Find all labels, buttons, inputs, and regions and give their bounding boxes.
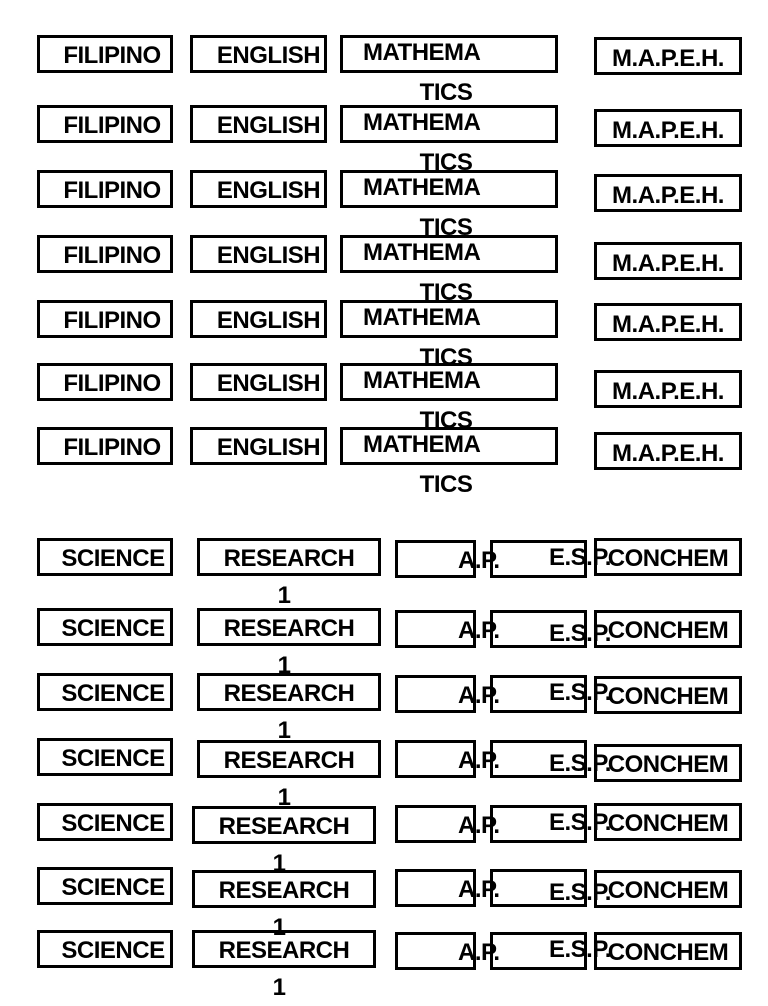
conchem-label [594,803,742,841]
research-label [197,740,381,811]
mathematics-label-text: MATHEMA [363,39,481,66]
conchem-label-text: CONCHEM [607,617,729,644]
filipino-label-text: FILIPINO [63,370,161,397]
science-label [37,803,173,841]
research-label [197,608,381,679]
mapeh-label-text: M.A.P.E.H. [612,250,724,277]
research-label-text: RESEARCH [223,545,355,572]
english-label-text: ENGLISH [216,242,321,269]
english-label [190,235,327,273]
research-label [192,930,376,1001]
mapeh-label-text: M.A.P.E.H. [612,378,724,405]
mapeh-label-text: M.A.P.E.H. [612,117,724,144]
conchem-label [594,932,742,970]
filipino-label [37,427,173,465]
science-label [37,608,173,646]
research-label [197,673,381,744]
science-label [37,538,173,576]
filipino-label-text: FILIPINO [63,112,161,139]
ap-label [395,932,500,970]
ap-label-text: A.P. [458,876,500,903]
mathematics-label [340,170,558,241]
science-label-text: SCIENCE [61,615,165,642]
ap-label-text: A.P. [458,812,500,839]
english-label [190,427,327,465]
esp-label [490,932,611,970]
esp-label-text: E.S.P. [549,620,611,647]
science-label-text: SCIENCE [61,937,165,964]
ap-label [395,675,500,713]
mapeh-label-text: M.A.P.E.H. [612,182,724,209]
mapeh-label [594,432,742,470]
research-label-text: RESEARCH [218,813,350,840]
conchem-label-text: CONCHEM [607,683,729,710]
research-label-text: RESEARCH [223,747,355,774]
mapeh-label [594,242,742,280]
conchem-label-text: CONCHEM [607,939,729,966]
science-label-text: SCIENCE [61,874,165,901]
mathematics-label-text-line2: TICS [419,79,473,106]
research-label-text: RESEARCH [223,615,355,642]
filipino-label [37,300,173,338]
mathematics-label-text-line2: TICS [419,471,473,498]
filipino-label-text: FILIPINO [63,434,161,461]
mathematics-label-text-line2: TICS [419,279,473,306]
mathematics-label-text: MATHEMA [363,304,481,331]
mathematics-label-text-line2: TICS [419,344,473,371]
filipino-label-text: FILIPINO [63,177,161,204]
mathematics-label [340,105,558,176]
esp-label-text: E.S.P. [549,879,611,906]
mapeh-label-text: M.A.P.E.H. [612,311,724,338]
ap-label-text: A.P. [458,747,500,774]
science-label [37,867,173,905]
esp-label [490,675,611,713]
ap-label [395,869,500,907]
esp-label-text: E.S.P. [549,809,611,836]
english-label-text: ENGLISH [216,370,321,397]
conchem-label-text: CONCHEM [607,877,729,904]
research-label-text: RESEARCH [218,937,350,964]
mapeh-label-text: M.A.P.E.H. [612,440,724,467]
ap-label [395,740,500,778]
mathematics-label-text: MATHEMA [363,239,481,266]
conchem-label-text: CONCHEM [607,810,729,837]
esp-label [490,740,611,778]
filipino-label-text: FILIPINO [63,242,161,269]
ap-label-text: A.P. [458,547,500,574]
english-label [190,105,327,143]
mathematics-label-text-line2: TICS [419,149,473,176]
filipino-label [37,170,173,208]
mathematics-label-text-line2: TICS [419,407,473,434]
science-label-text: SCIENCE [61,810,165,837]
ap-label-text: A.P. [458,939,500,966]
mathematics-label-text: MATHEMA [363,174,481,201]
mapeh-label [594,174,742,212]
english-label-text: ENGLISH [216,112,321,139]
research-label-text-line2: 1 [272,974,286,1001]
esp-label [490,610,611,648]
english-label-text: ENGLISH [216,42,321,69]
research-label-text-line2: 1 [277,652,291,679]
conchem-label [594,870,742,908]
esp-label [490,540,611,578]
mathematics-label [340,235,558,306]
esp-label [490,869,611,907]
filipino-label [37,105,173,143]
english-label [190,170,327,208]
conchem-label [594,538,742,576]
english-label-text: ENGLISH [216,177,321,204]
science-label [37,738,173,776]
mapeh-label-text: M.A.P.E.H. [612,45,724,72]
esp-label-text: E.S.P. [549,750,611,777]
mathematics-label-text-line2: TICS [419,214,473,241]
research-label [192,806,376,877]
ap-label-text: A.P. [458,617,500,644]
science-label [37,673,173,711]
mathematics-label [340,35,558,106]
ap-label [395,540,500,578]
science-label-text: SCIENCE [61,680,165,707]
esp-label-text: E.S.P. [549,679,611,706]
esp-label-text: E.S.P. [549,544,611,571]
research-label-text-line2: 1 [277,582,291,609]
conchem-label [594,610,742,648]
english-label [190,300,327,338]
mapeh-label [594,303,742,341]
filipino-label-text: FILIPINO [63,307,161,334]
esp-label [490,805,611,843]
science-label-text: SCIENCE [61,745,165,772]
filipino-label [37,235,173,273]
conchem-label [594,676,742,714]
conchem-label [594,744,742,782]
english-label-text: ENGLISH [216,307,321,334]
science-label-text: SCIENCE [61,545,165,572]
mapeh-label [594,109,742,147]
filipino-label [37,35,173,73]
filipino-label [37,363,173,401]
mathematics-label [340,363,558,434]
mathematics-label-text: MATHEMA [363,367,481,394]
research-label [192,870,376,941]
ap-label [395,805,500,843]
english-label [190,363,327,401]
mathematics-label-text: MATHEMA [363,109,481,136]
ap-label-text: A.P. [458,682,500,709]
mapeh-label [594,370,742,408]
mapeh-label [594,37,742,75]
research-label-text-line2: 1 [272,914,286,941]
conchem-label-text: CONCHEM [607,545,729,572]
research-label-text: RESEARCH [218,877,350,904]
research-label-text-line2: 1 [277,784,291,811]
english-label [190,35,327,73]
research-label-text-line2: 1 [277,717,291,744]
mathematics-label-text: MATHEMA [363,431,481,458]
ap-label [395,610,500,648]
esp-label-text: E.S.P. [549,936,611,963]
english-label-text: ENGLISH [216,434,321,461]
conchem-label-text: CONCHEM [607,751,729,778]
research-label-text-line2: 1 [272,850,286,877]
mathematics-label [340,427,558,498]
research-label [197,538,381,609]
mathematics-label [340,300,558,371]
science-label [37,930,173,968]
research-label-text: RESEARCH [223,680,355,707]
filipino-label-text: FILIPINO [63,42,161,69]
